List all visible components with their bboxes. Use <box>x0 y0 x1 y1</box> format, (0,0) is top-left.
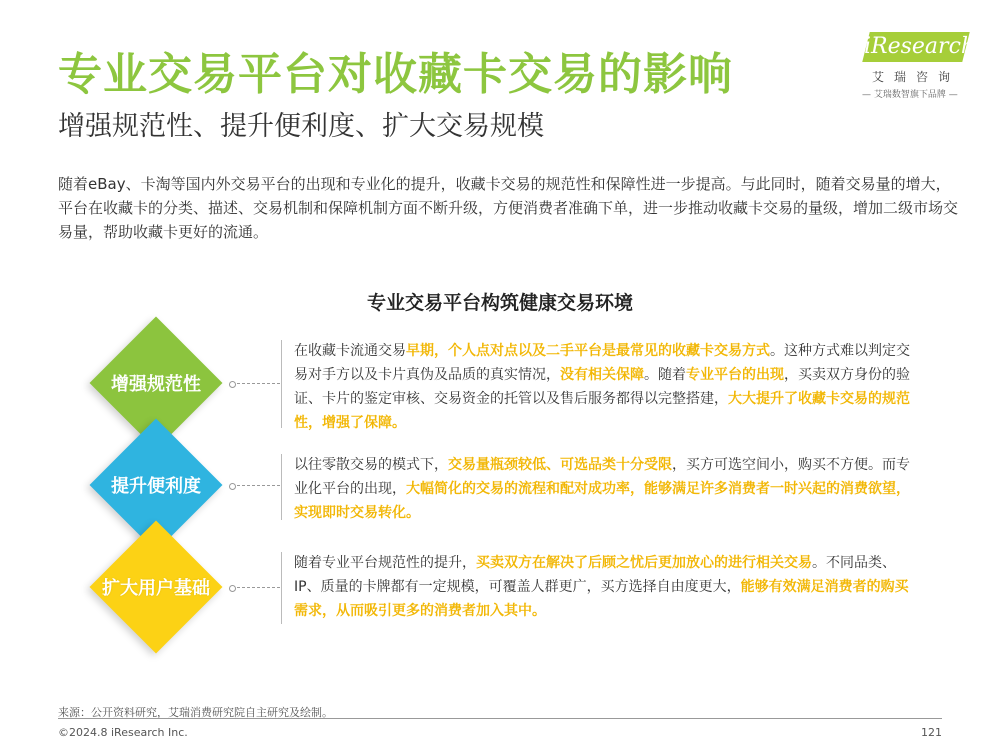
divider-line-3 <box>281 552 282 624</box>
connector-line-2 <box>232 485 280 486</box>
diamond-label: 增强规范性 <box>111 374 201 395</box>
page-subtitle: 增强规范性、提升便利度、扩大交易规模 <box>58 111 544 142</box>
body-text: ，买卖双方身份的验证、卡片的鉴定审核、交易资金的托管以及售后服务都得以完整搭建， <box>294 367 910 407</box>
desc-convenience <box>294 453 920 525</box>
divider-line-1 <box>281 340 282 428</box>
copyright: ©2024.8 iResearch Inc. <box>58 726 188 739</box>
diamond-user-base <box>86 522 226 652</box>
body-text: ，买方可选空间小，购买不方便。而专业化平台的出现， <box>294 457 910 497</box>
desc-user-base <box>294 551 920 623</box>
highlighted-text: 能够有效满足消费者的购买需求，从而吸引更多的消费者加入其中。 <box>294 579 909 619</box>
logo-text: iResearch <box>864 34 976 59</box>
intro-paragraph: 随着eBay、卡淘等国内外交易平台的出现和专业化的提升，收藏卡交易的规范性和保障性进一步提高。与此同时，随着交易量的增大，平台在收藏卡的分类、描述、交易机制和保障机制方面不断升级，方便消费者准确下单，进一步推动收藏卡交易的量级，增加二级市场交易量，帮助收藏卡更好的流通。 <box>58 175 959 241</box>
footer-divider <box>58 718 942 719</box>
desc-standardization <box>294 339 920 435</box>
body-text: 。随着 <box>644 367 686 383</box>
highlighted-text: 没有相关保障 <box>560 367 644 383</box>
connector-line-1 <box>232 383 280 384</box>
diamond-label: 扩大用户基础 <box>102 578 210 599</box>
highlighted-text: 专业平台的出现 <box>686 367 784 383</box>
diamond-label: 提升便利度 <box>111 476 201 497</box>
source-note: 来源：公开资料研究，艾瑞消费研究院自主研究及绘制。 <box>58 706 333 719</box>
logo-cn-name: 艾瑞咨询 <box>872 70 961 84</box>
body-text: 在收藏卡流通交易 <box>294 343 406 359</box>
page-title: 专业交易平台对收藏卡交易的影响 <box>58 49 733 100</box>
connector-line-3 <box>232 587 280 588</box>
highlighted-text: 交易量瓶颈较低、可选品类十分受限 <box>448 457 672 473</box>
diagram-title: 专业交易平台构筑健康交易环境 <box>366 292 633 314</box>
logo-slogan: — 艾瑞数智旗下品牌 — <box>862 90 958 100</box>
page-number: 121 <box>921 726 942 739</box>
body-text: 随着专业平台规范性的提升， <box>294 555 476 571</box>
highlighted-text: 大大提升了收藏卡交易的规范性，增强了保障。 <box>294 391 910 431</box>
body-text: 以往零散交易的模式下， <box>294 457 448 473</box>
divider-line-2 <box>281 454 282 520</box>
highlighted-text: 早期，个人点对点以及二手平台是最常见的收藏卡交易方式 <box>406 343 770 359</box>
highlighted-text: 买卖双方在解决了后顾之忧后更加放心的进行相关交易 <box>476 555 812 571</box>
body-text: 。这种方式难以判定交易对手方以及卡片真伪及品质的真实情况， <box>294 343 910 383</box>
body-text: 。不同品类、IP、质量的卡牌都有一定规模，可覆盖人群更广，买方选择自由度更大， <box>294 555 896 595</box>
highlighted-text: 大幅简化的交易的流程和配对成功率，能够满足许多消费者一时兴起的消费欲望，实现即时交易转化。 <box>294 481 910 521</box>
iresearch-logo <box>858 32 976 102</box>
